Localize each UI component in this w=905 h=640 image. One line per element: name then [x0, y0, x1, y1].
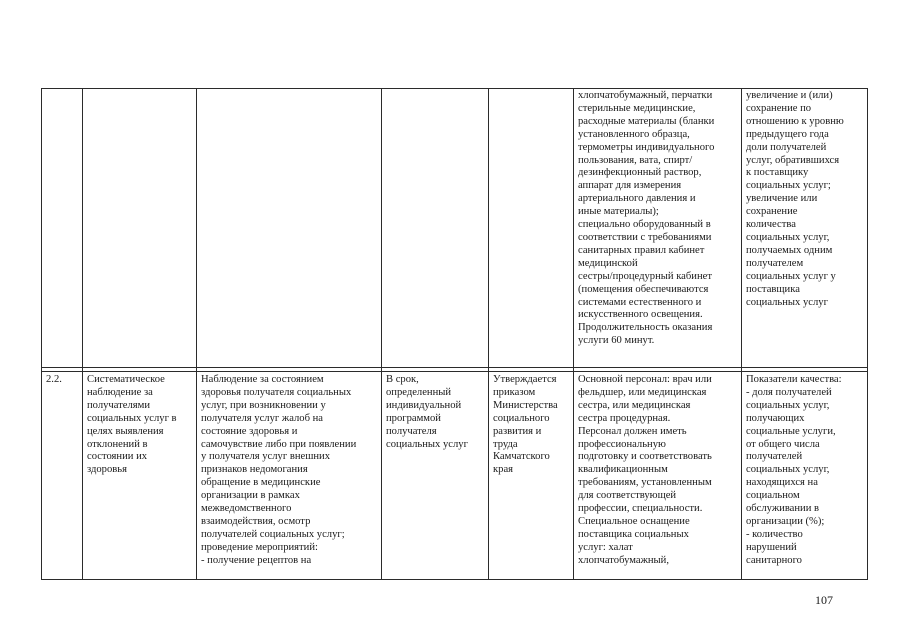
table-border [867, 88, 868, 580]
table-border [741, 88, 742, 580]
table-border [41, 367, 868, 368]
row-number: 2.2. [46, 374, 62, 385]
page-number: 107 [815, 593, 833, 607]
service-tariff-cell: Утверждается приказом Министерства социального развития и труда Камчатского края [493, 374, 558, 476]
service-description-cell: Наблюдение за состоянием здоровья получателя социальных услуг, при возникновении у получателя услуг жалоб на состояние здоровья и самочувствие либо при появлении у получателя услуг внешних признаков недомогания обращение в медицинские организации в рамках межведомственного взаимодействия, осмотр получателей социальных услуг; проведение мероприятий: - получение рецептов на [201, 374, 357, 566]
table-border [82, 88, 83, 580]
table-border [573, 88, 574, 580]
service-term-cell: В срок, определенный индивидуальной программой получателя социальных услуг [386, 374, 468, 450]
table-border [41, 579, 868, 580]
table-border [41, 88, 868, 89]
table-border [41, 371, 868, 372]
service-quality-cell: Показатели качества: - доля получателей социальных услуг, получающих социальные услуги, от общего числа получателей социальных услуг, находящихся на социальном обслуживании в организации (%); - количество нарушений санитарного [746, 374, 842, 566]
service-name-cell: Систематическое наблюдение за получателями социальных услуг в целях выявления отклонений в состоянии их здоровья [87, 374, 177, 476]
table-border [196, 88, 197, 580]
table-border [41, 88, 42, 580]
quality-indicators-cell: увеличение и (или) сохранение по отношению к уровню предыдущего года доли получателей услуг, обратившихся к поставщику социальных услуг; увеличение или сохранение количества социальных услуг, получаемых одним получателем социальных услуг у поставщика социальных услуг [746, 90, 844, 308]
special-equipment-cell: хлопчатобумажный, перчатки стерильные медицинские, расходные материалы (бланки установленного образца, термометры индивидуального пользования, вата, спирт/ дезинфекционный раствор, аппарат для измерения артериального давления и иные материалы); специально оборудованный в соответствии с требованиями санитарных правил кабинет медицинской сестры/процедурный кабинет (помещения обеспечиваются системами естественного и искусственного освещения. Продолжительность оказания услуги 60 минут. [578, 90, 715, 347]
table-border [381, 88, 382, 580]
service-conditions-cell: Основной персонал: врач или фельдшер, или медицинская сестра, или медицинская сестра процедурная. Персонал должен иметь профессиональную подготовку и соответствовать квалификационным требованиям, установленным для соответствующей профессии, специальности. Специальное оснащение поставщика социальных услуг: халат хлопчатобумажный, [578, 374, 712, 566]
table-border [488, 88, 489, 580]
